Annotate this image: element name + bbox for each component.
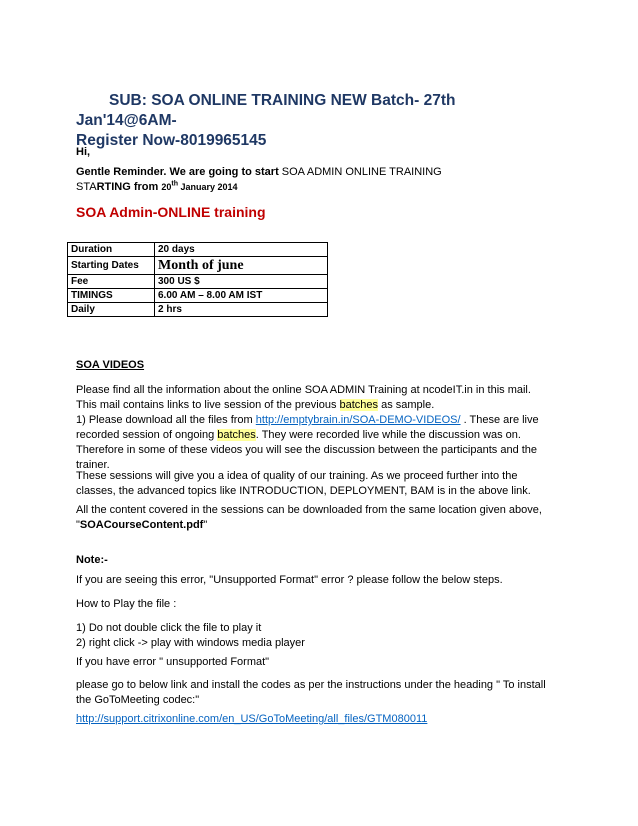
paragraph-download xyxy=(76,413,546,473)
reminder-bold: Gentle Reminder. We are going to start xyxy=(76,166,279,178)
section-heading: SOA Admin-ONLINE training xyxy=(76,204,266,220)
error-line: If you are seeing this error, "Unsupported Format" error ? please follow the below steps. xyxy=(76,574,503,586)
para2-text: 1) Please download all the files from xyxy=(76,414,256,426)
table-row xyxy=(68,275,328,289)
codec-link-line xyxy=(76,712,546,727)
if-error-line: If you have error " unsupported Format" xyxy=(76,656,270,668)
steps xyxy=(76,621,546,651)
note-heading: Note:- xyxy=(76,554,108,566)
table-row xyxy=(68,257,328,275)
demo-videos-link[interactable]: http://emptybrain.in/SOA-DEMO-VIDEOS/ xyxy=(255,414,461,426)
table-key: TIMINGS xyxy=(68,289,155,303)
reminder-starting: RTING from xyxy=(96,181,162,193)
reminder-normal: SOA ADMIN ONLINE TRAINING xyxy=(278,166,442,178)
table-row xyxy=(68,303,328,317)
table-key: Daily xyxy=(68,303,155,317)
step-1: 1) Do not double click the file to play it xyxy=(76,622,262,634)
how-to-play: How to Play the file : xyxy=(76,598,177,610)
table-value: Month of june xyxy=(155,257,328,275)
table-row xyxy=(68,243,328,257)
table-value: 6.00 AM – 8.00 AM IST xyxy=(155,289,328,303)
paragraph-content xyxy=(76,503,546,533)
highlight-batches: batches xyxy=(339,399,379,411)
para4-text: All the content covered in the sessions can be downloaded from the same location given above, " xyxy=(76,504,542,531)
para2-middle: . These are live recorded session of ongoing xyxy=(76,414,539,441)
codec-instructions: please go to below link and install the codes as per the instructions under the heading " To install the GoToMeeting codec:" xyxy=(76,679,546,706)
reminder-sta: STA xyxy=(76,181,97,193)
table-row xyxy=(68,289,328,303)
reminder-day: 20 xyxy=(161,182,172,192)
videos-heading: SOA VIDEOS xyxy=(76,359,145,371)
table-key: Fee xyxy=(68,275,155,289)
course-info-table xyxy=(67,242,328,317)
reminder-rest: January 2014 xyxy=(177,182,238,192)
para2-end: . They were recorded live while the discussion was on. Therefore in some of these videos you will see the discussion between the participants and the trainer. xyxy=(76,429,538,471)
paragraph-info xyxy=(76,383,546,413)
table-key: Duration xyxy=(68,243,155,257)
codec-link[interactable]: http://support.citrixonline.com/en_US/GoToMeeting/all_files/GTM080011 xyxy=(76,713,428,725)
subject-line2: Register Now-8019965145 xyxy=(76,132,267,149)
table-value: 300 US $ xyxy=(155,275,328,289)
subject-line1: SUB: SOA ONLINE TRAINING NEW Batch- 27th Jan'14@6AM- xyxy=(76,92,456,129)
para1-text: Please find all the information about the online SOA ADMIN Training at ncodeIT.in in this mail. This mail contains links to live session of the previous xyxy=(76,384,531,411)
table-value: 20 days xyxy=(155,243,328,257)
table-key: Starting Dates xyxy=(68,257,155,275)
reminder-sup: th xyxy=(171,180,178,188)
pdf-filename: SOACourseContent.pdf xyxy=(79,519,204,531)
para1-end: as sample. xyxy=(378,399,435,411)
table-value: 2 hrs xyxy=(155,303,328,317)
reminder-paragraph xyxy=(76,165,546,195)
subject-title xyxy=(76,91,556,151)
greeting: Hi, xyxy=(76,146,91,158)
highlight-batches: batches xyxy=(217,429,256,441)
step-2: 2) right click -> play with windows media player xyxy=(76,637,305,649)
para4-end: " xyxy=(203,519,208,531)
paragraph-quality: These sessions will give you a idea of quality of our training. As we proceed further into the classes, the advanced topics like INTRODUCTION, DEPLOYMENT, BAM is in the above link. xyxy=(76,470,531,497)
